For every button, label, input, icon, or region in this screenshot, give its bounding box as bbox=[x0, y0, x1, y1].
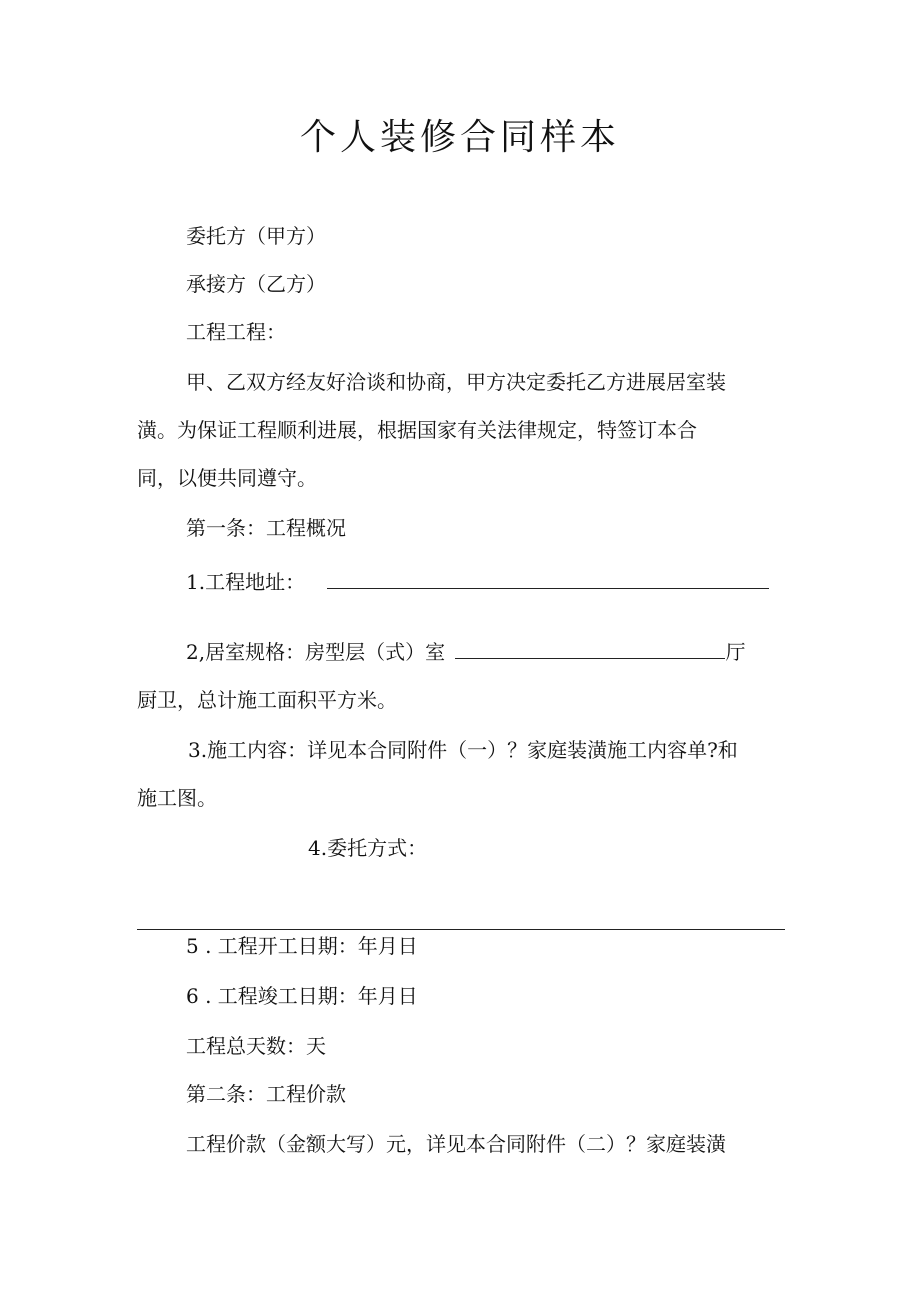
item-5-start-date: 5 . 工程开工日期：年月日 bbox=[186, 934, 418, 958]
party-b-label: 承接方（乙方） bbox=[186, 272, 326, 296]
item-1-label: 1.工程地址： bbox=[186, 570, 306, 594]
document-title: 个人装修合同样本 bbox=[299, 117, 620, 158]
item-2-room-spec bbox=[186, 638, 745, 666]
address-blank-line bbox=[327, 570, 769, 589]
item-6-completion-date: 6 . 工程竣工日期：年月日 bbox=[186, 984, 418, 1008]
item-2-line-2: 厨卫，总计施工面积平方米。 bbox=[137, 688, 397, 712]
item-2-suffix: 厅 bbox=[725, 640, 746, 664]
item-1-address bbox=[186, 568, 769, 596]
item-3-line-1: 3.施工内容：详见本合同附件（一）？家庭装潢施工内容单?和 bbox=[188, 738, 738, 762]
intro-paragraph-line-1: 甲、乙双方经友好洽谈和协商，甲方决定委托乙方进展居室装 bbox=[186, 370, 726, 394]
item-2-label: 2,居室规格：房型层（式）室 bbox=[186, 640, 446, 664]
intro-paragraph-line-3: 同，以便共同遵守。 bbox=[137, 466, 317, 490]
entrust-method-blank-line bbox=[137, 929, 785, 930]
total-days: 工程总天数：天 bbox=[186, 1034, 326, 1058]
project-label: 工程工程： bbox=[186, 320, 286, 344]
item-4-entrust-method: 4.委托方式： bbox=[308, 836, 428, 860]
room-spec-blank-line bbox=[455, 640, 725, 659]
item-3-line-2: 施工图。 bbox=[137, 786, 217, 810]
intro-paragraph-line-2: 潢。为保证工程顺利进展，根据国家有关法律规定，特签订本合 bbox=[137, 418, 697, 442]
party-a-label: 委托方（甲方） bbox=[186, 224, 326, 248]
article-2-heading: 第二条：工程价款 bbox=[186, 1082, 346, 1106]
price-line-1: 工程价款（金额大写）元，详见本合同附件（二）？家庭装潢 bbox=[186, 1132, 726, 1156]
article-1-heading: 第一条：工程概况 bbox=[186, 516, 346, 540]
